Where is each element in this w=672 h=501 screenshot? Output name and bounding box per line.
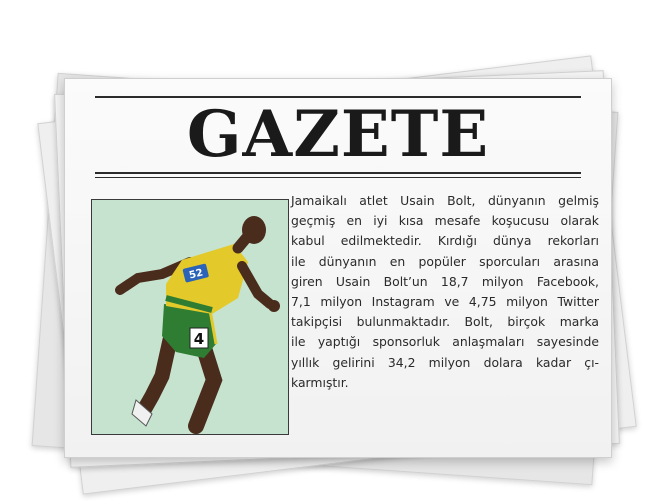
masthead-bottom-rule	[95, 172, 581, 174]
back-leg	[144, 340, 170, 410]
sprinter-illustration	[92, 200, 288, 434]
article-line: yıllık gelirini 34,2 milyon dolara kadar çı-	[291, 354, 599, 370]
article-line: kabul edilmektedir. Kırdığı dünya rekorları	[291, 233, 599, 249]
fist	[268, 300, 280, 312]
article-line: takipçisi bulunmaktadır. Bolt, birçok marka	[291, 314, 599, 330]
jersey-number: 52	[188, 267, 205, 282]
article-line: karmıştır.	[291, 374, 349, 390]
front-page	[64, 78, 612, 458]
article-line: ile dünyanın en popüler sporcuları arasına	[291, 253, 599, 269]
bib-number: 4	[193, 330, 205, 348]
article-line: ile yaptığı sponsorluk anlaşmaları sayesinde	[291, 334, 599, 350]
masthead-bottom-rule-thin	[95, 177, 581, 178]
masthead-title: GAZETE	[186, 97, 490, 172]
head	[242, 216, 266, 244]
article-line: geçmiş en iyi kısa mesafe koşucusu olarak	[291, 213, 599, 229]
article-photo	[91, 199, 289, 435]
article-text	[291, 191, 599, 393]
article-line: giren Usain Bolt’un 18,7 milyon Facebook,	[291, 273, 599, 289]
front-arm	[242, 266, 270, 304]
article-line: Jamaikalı atlet Usain Bolt, dünyanın gelmiş	[291, 193, 599, 208]
article-line: 7,1 milyon Instagram ve 4,75 milyon Twitter	[291, 294, 599, 310]
front-leg	[196, 348, 214, 426]
